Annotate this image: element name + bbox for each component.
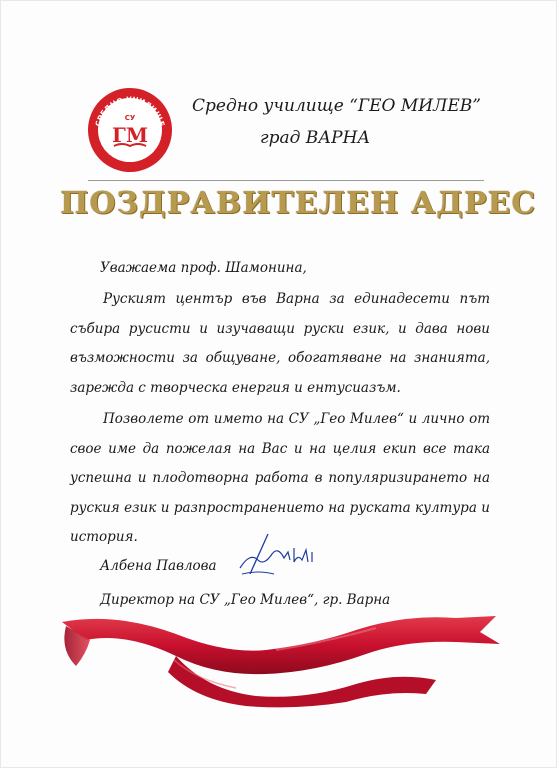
signatory-name: Албена Павлова — [100, 558, 217, 574]
logo-top-text: СРЕДНО УЧИЛИЩЕ — [93, 94, 167, 128]
red-ribbon-decoration — [56, 610, 506, 710]
school-name: Средно училище “ГЕО МИЛЕВ” — [192, 96, 481, 116]
paragraph-2: Позволете от името на СУ „Гео Милев“ и лично от свое име да пожелая на Вас и на целия екип все така успешна и плодотворна работа в популяризирането на руския език и разпространението на руската култура и история. — [70, 411, 490, 545]
school-city: град ВАРНА — [260, 128, 371, 148]
document-title: ПОЗДРАВИТЕЛЕН АДРЕС — [60, 186, 537, 221]
paragraph-1: Руският център във Варна за единадесети път събира русисти и изучаващи руски език, и дава нови възможности за общуване, обогатяване на знанията, зарежда с творческа енергия и ентусиазъм. — [70, 291, 490, 396]
logo-emblem-text: СУ — [124, 114, 136, 122]
logo-emblem-letters: ГМ — [112, 123, 148, 147]
logo-bottom-text: • ГЕО МИЛЕВ • ВАРНА • — [95, 130, 165, 165]
signatory-position: Директор на СУ „Гео Милев“, гр. Варна — [100, 592, 391, 608]
salutation: Уважаема проф. Шамонина, — [100, 260, 307, 276]
handwritten-signature — [228, 530, 318, 582]
school-logo — [86, 86, 174, 174]
header-divider — [88, 180, 484, 181]
